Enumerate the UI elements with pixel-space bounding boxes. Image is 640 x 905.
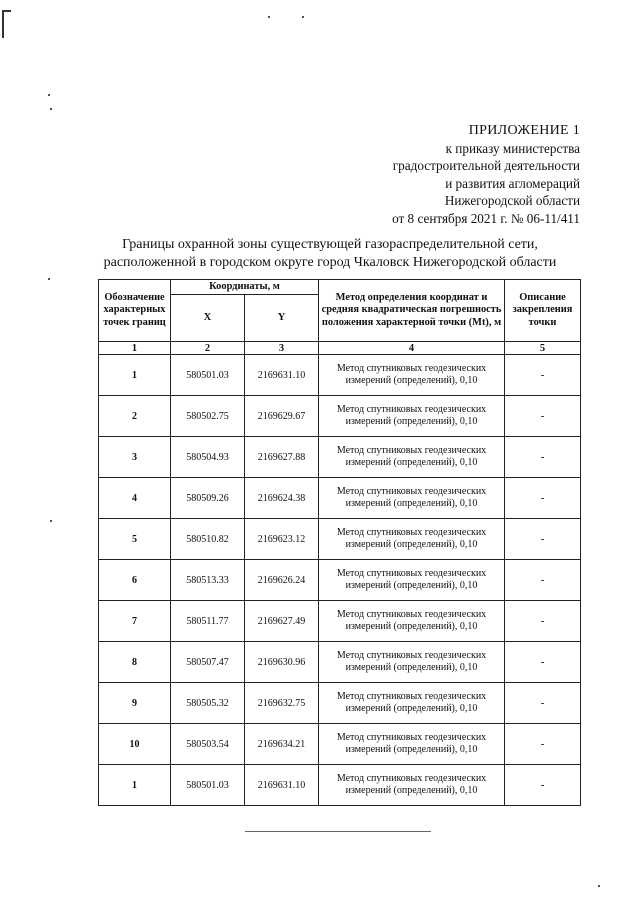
fixing-cell: - xyxy=(505,519,581,560)
fixing-cell: - xyxy=(505,601,581,642)
method-cell: Метод спутниковых геодезических измерений (определений), 0,10 xyxy=(319,396,505,437)
method-cell: Метод спутниковых геодезических измерений (определений), 0,10 xyxy=(319,355,505,396)
coord-x: 580503.54 xyxy=(171,724,245,765)
header-description: Описание закрепления точки xyxy=(505,280,581,342)
fixing-cell: - xyxy=(505,437,581,478)
fixing-cell: - xyxy=(505,765,581,806)
coord-y: 2169626.24 xyxy=(245,560,319,601)
coord-x: 580511.77 xyxy=(171,601,245,642)
coord-y: 2169629.67 xyxy=(245,396,319,437)
method-cell: Метод спутниковых геодезических измерений (определений), 0,10 xyxy=(319,437,505,478)
appendix-line: градостроительной деятельности xyxy=(392,158,580,173)
column-number: 3 xyxy=(245,342,319,355)
method-cell: Метод спутниковых геодезических измерений (определений), 0,10 xyxy=(319,601,505,642)
point-id: 7 xyxy=(99,601,171,642)
fixing-cell: - xyxy=(505,560,581,601)
scan-speck xyxy=(302,16,304,18)
scan-speck xyxy=(50,108,52,110)
table-row xyxy=(99,437,581,478)
fixing-cell: - xyxy=(505,355,581,396)
scan-speck xyxy=(50,520,52,522)
coord-x: 580504.93 xyxy=(171,437,245,478)
point-id: 1 xyxy=(99,765,171,806)
appendix-title: ПРИЛОЖЕНИЕ 1 xyxy=(468,123,580,138)
scan-edge-mark xyxy=(2,10,4,38)
column-number: 5 xyxy=(505,342,581,355)
coord-x: 580501.03 xyxy=(171,355,245,396)
column-number: 4 xyxy=(319,342,505,355)
table-row xyxy=(99,560,581,601)
table-row xyxy=(99,724,581,765)
point-id: 10 xyxy=(99,724,171,765)
table-row xyxy=(99,642,581,683)
method-cell: Метод спутниковых геодезических измерений (определений), 0,10 xyxy=(319,519,505,560)
header-y: Y xyxy=(245,295,319,342)
coord-x: 580509.26 xyxy=(171,478,245,519)
method-cell: Метод спутниковых геодезических измерений (определений), 0,10 xyxy=(319,560,505,601)
coord-y: 2169634.21 xyxy=(245,724,319,765)
point-id: 8 xyxy=(99,642,171,683)
coord-x: 580502.75 xyxy=(171,396,245,437)
method-cell: Метод спутниковых геодезических измерений (определений), 0,10 xyxy=(319,683,505,724)
table-row xyxy=(99,765,581,806)
column-numbers-row xyxy=(99,342,581,355)
fixing-cell: - xyxy=(505,396,581,437)
scan-speck xyxy=(598,885,600,887)
table-row xyxy=(99,396,581,437)
appendix-line: и развития агломераций xyxy=(445,175,580,191)
fixing-cell: - xyxy=(505,683,581,724)
header-method: Метод определения координат и средняя квадратическая погрешность положения характерной точки (Mt), м xyxy=(319,280,505,342)
column-number: 2 xyxy=(171,342,245,355)
title-line: Границы охранной зоны существующей газораспределительной сети, xyxy=(122,237,538,252)
coord-x: 580505.32 xyxy=(171,683,245,724)
scan-speck xyxy=(48,278,50,280)
coord-y: 2169627.49 xyxy=(245,601,319,642)
point-id: 9 xyxy=(99,683,171,724)
point-id: 6 xyxy=(99,560,171,601)
document-title xyxy=(92,236,568,272)
table-row xyxy=(99,478,581,519)
title-line: расположенной в городском округе город Чкаловск Нижегородской области xyxy=(103,255,557,270)
point-id: 5 xyxy=(99,519,171,560)
column-number: 1 xyxy=(99,342,171,355)
coordinates-table xyxy=(98,279,581,806)
appendix-line: от 8 сентября 2021 г. № 06-11/411 xyxy=(392,210,580,226)
table-row xyxy=(99,601,581,642)
header-designation: Обозначение характерных точек границ xyxy=(99,280,171,342)
appendix-line: Нижегородской области xyxy=(444,193,580,208)
method-cell: Метод спутниковых геодезических измерений (определений), 0,10 xyxy=(319,478,505,519)
coord-x: 580501.03 xyxy=(171,765,245,806)
method-cell: Метод спутниковых геодезических измерений (определений), 0,10 xyxy=(319,724,505,765)
coord-y: 2169630.96 xyxy=(245,642,319,683)
point-id: 1 xyxy=(99,355,171,396)
coord-y: 2169624.38 xyxy=(245,478,319,519)
point-id: 2 xyxy=(99,396,171,437)
coord-x: 580507.47 xyxy=(171,642,245,683)
coord-x: 580510.82 xyxy=(171,519,245,560)
fixing-cell: - xyxy=(505,478,581,519)
coord-y: 2169632.75 xyxy=(245,683,319,724)
coord-y: 2169627.88 xyxy=(245,437,319,478)
signature-line xyxy=(245,831,431,832)
scan-edge-mark xyxy=(2,10,11,12)
method-cell: Метод спутниковых геодезических измерений (определений), 0,10 xyxy=(319,642,505,683)
coord-y: 2169631.10 xyxy=(245,355,319,396)
fixing-cell: - xyxy=(505,724,581,765)
coord-x: 580513.33 xyxy=(171,560,245,601)
table-row xyxy=(99,683,581,724)
fixing-cell: - xyxy=(505,642,581,683)
table-row xyxy=(99,355,581,396)
scan-speck xyxy=(268,16,270,18)
coord-y: 2169631.10 xyxy=(245,765,319,806)
appendix-block xyxy=(392,122,580,227)
point-id: 4 xyxy=(99,478,171,519)
method-cell: Метод спутниковых геодезических измерений (определений), 0,10 xyxy=(319,765,505,806)
point-id: 3 xyxy=(99,437,171,478)
appendix-line: к приказу министерства xyxy=(445,140,580,156)
scan-speck xyxy=(48,94,50,96)
header-coordinates: Координаты, м xyxy=(171,280,319,295)
header-x: X xyxy=(171,295,245,342)
coord-y: 2169623.12 xyxy=(245,519,319,560)
table-row xyxy=(99,519,581,560)
